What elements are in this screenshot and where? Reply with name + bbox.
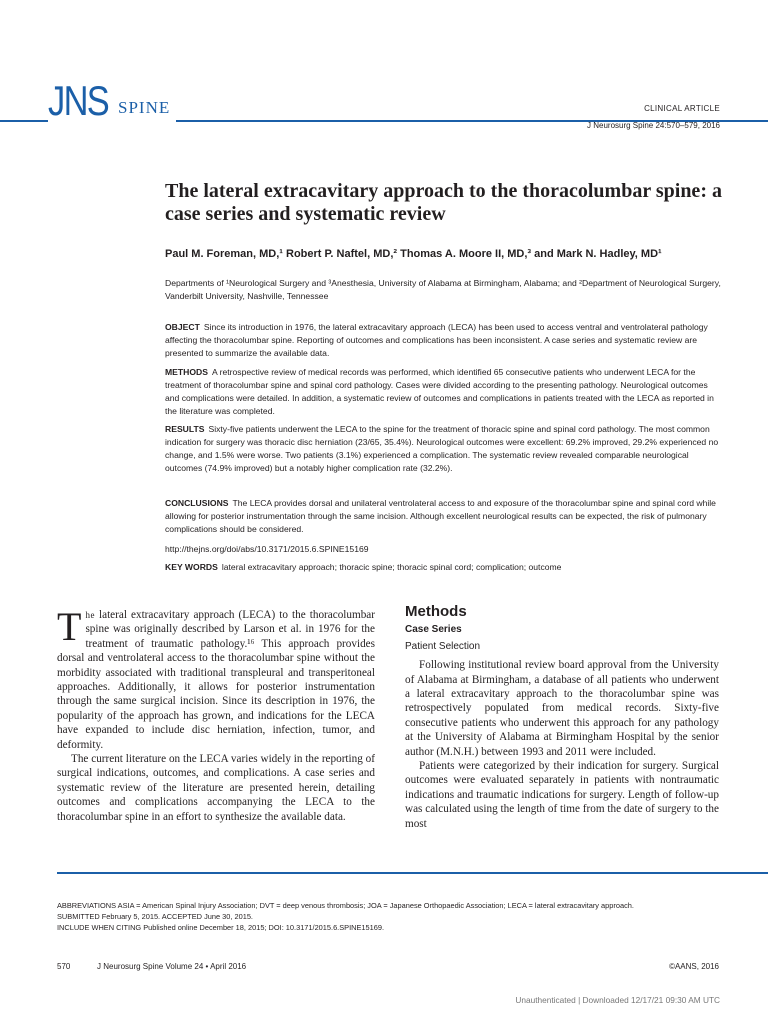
copyright: ©AANS, 2016 (669, 962, 719, 971)
objective-label: OBJECT (165, 322, 200, 332)
accepted-label: ACCEPTED (161, 912, 203, 921)
abstract-conclusions (165, 497, 720, 536)
objective-text: Since its introduction in 1976, the lateral extracavitary approach (LECA) has been used to access ventral and ventrolateral pathology affecting the thoracolumbar spine. Reporting of outcomes and complications has been inconsistent. A case series and systematic review are presented to summarize the available data. (165, 322, 708, 359)
page-number: 570 (57, 962, 71, 971)
include-when-citing-text: Published online December 18, 2015; DOI: 10.3171/2015.6.SPINE15169. (143, 923, 385, 932)
citation-note (57, 922, 719, 933)
submitted-label: SUBMITTED (57, 912, 100, 921)
footer-rule (57, 872, 768, 874)
keywords-text: lateral extracavitary approach; thoracic spine; thoracic spinal cord; complication; outcome (221, 562, 562, 572)
abstract-objective (165, 321, 720, 360)
body-right-column (405, 603, 719, 831)
conclusions-text: The LECA provides dorsal and unilateral ventrolateral access to and exposure of the thoracolumbar spine and spinal cord while allowing for posterior instrumentation through the same incision. Although excellent neurological results can be expected, the risk of pulmonary complications should be considered. (165, 498, 716, 535)
journal-logo (48, 76, 176, 122)
submitted-date: February 5, 2015. (101, 912, 161, 921)
abbreviations-label: ABBREVIATIONS (57, 901, 117, 910)
journal-reference: J Neurosurg Spine 24:570–579, 2016 (587, 121, 720, 130)
methods-text: A retrospective review of medical records was performed, which identified 65 consecutive patients who underwent LECA for the treatment of thoracolumbar spine and spinal cord pathology. Cases were divided according to the presenting pathology. Neurological outcomes and complications were detailed. In addition, a systematic review of outcomes and complications in patients treated with the LECA as reported in the literature was completed. (165, 367, 714, 417)
results-label: RESULTS (165, 424, 205, 434)
intro-paragraph-2: The current literature on the LECA varies widely in the reporting of surgical indications, outcomes, and complications. A case series and systematic review of the literature are presented herein, detailing outcomes and complications accompanying the LECA to the thoracolumbar spine in an effort to synthesize the available data. (57, 753, 375, 823)
author-list: Paul M. Foreman, MD,¹ Robert P. Naftel, MD,² Thomas A. Moore II, MD,³ and Mark N. Hadley, MD¹ (165, 248, 662, 260)
body-left-column (57, 604, 375, 824)
logo-main: JNS (48, 77, 109, 124)
logo-sub: SPINE (118, 98, 171, 117)
case-series-heading: Case Series (405, 624, 462, 636)
drop-cap: T (57, 604, 82, 649)
intro-text: lateral extracavitary approach (LECA) to the thoracolumbar spine was originally described by Larson et al. in 1976 for the treatment of traumatic pathology.¹⁶ This approach provides dorsal and ventrolateral access to the thoracolumbar spine without the morbidity associated with traditional transpleural and transperitoneal approaches. Additionally, it allows for posterior instrumentation through the same surgical incision. Since its description in 1976, the popularity of the approach has grown, and indications for the LECA have expanded to include disc herniation, infection, tumor, and deformity. (57, 609, 375, 751)
methods-label: METHODS (165, 367, 208, 377)
affiliations: Departments of ¹Neurological Surgery and ³Anesthesia, University of Alabama at Birmingham, Alabama; and ²Department of Neurological Surgery, Vanderbilt University, Nashville, Tennessee (165, 278, 721, 301)
article-title: The lateral extracavitary approach to the thoracolumbar spine: a case series and systematic review (165, 180, 722, 225)
include-when-citing-label: INCLUDE WHEN CITING (57, 923, 142, 932)
abstract-methods (165, 366, 720, 418)
article-type: CLINICAL ARTICLE (644, 104, 720, 113)
conclusions-label: CONCLUSIONS (165, 498, 229, 508)
patient-selection-heading: Patient Selection (405, 640, 481, 652)
methods-paragraph-1: Following institutional review board approval from the University of Alabama at Birmingham, a database of all patients who underwent a lateral extracavitary approach to the thoracolumbar spine was retrospectively populated from medical records. Sixty-five consecutive patients who underwent this approach for any pathology at the University of Alabama at Birmingham Hospital by the senior author (M.N.H.) between 1993 and 2011 were included. (405, 659, 719, 758)
footer-journal: J Neurosurg Spine Volume 24 • April 2016 (97, 962, 247, 971)
doi-link[interactable]: http://thejns.org/doi/abs/10.3171/2015.6.SPINE15169 (165, 544, 369, 554)
methods-paragraph-2: Patients were categorized by their indication for surgery. Surgical outcomes were evaluated separately in patients with nontraumatic indications and traumatic indications for surgery. Length of follow-up was calculated using the length of time from the date of surgery to the most (405, 760, 719, 830)
footnotes (57, 900, 719, 933)
submission-dates (57, 911, 719, 922)
abstract-results (165, 423, 720, 475)
accepted-date: June 30, 2015. (204, 912, 253, 921)
intro-smallcaps: he (85, 610, 95, 620)
abbreviations-note (57, 900, 719, 911)
keywords-label: KEY WORDS (165, 562, 218, 572)
results-text: Sixty-five patients underwent the LECA to the spine for the treatment of thoracic spine and spinal cord pathology. The most common indication for surgery was thoracic disc herniation (23/65, 35.4%). Neurological outcomes were excellent: 69.2% improved, 29.2% experienced no change, and 1.5% were worse. Two patients (3.1%) experienced a complication. The systematic review revealed comparable neurological outcomes (74.9% improved) but a notably higher complication rate (32.2%). (165, 424, 719, 474)
intro-paragraph-1 (57, 604, 375, 752)
download-note: Unauthenticated | Downloaded 12/17/21 09:30 AM UTC (515, 995, 720, 1005)
keywords (165, 561, 720, 574)
methods-heading: Methods (405, 603, 467, 620)
abbreviations-text: ASIA = American Spinal Injury Association; DVT = deep venous thrombosis; JOA = Japanese Orthopaedic Association; LECA = lateral extracavitary approach. (117, 901, 634, 910)
